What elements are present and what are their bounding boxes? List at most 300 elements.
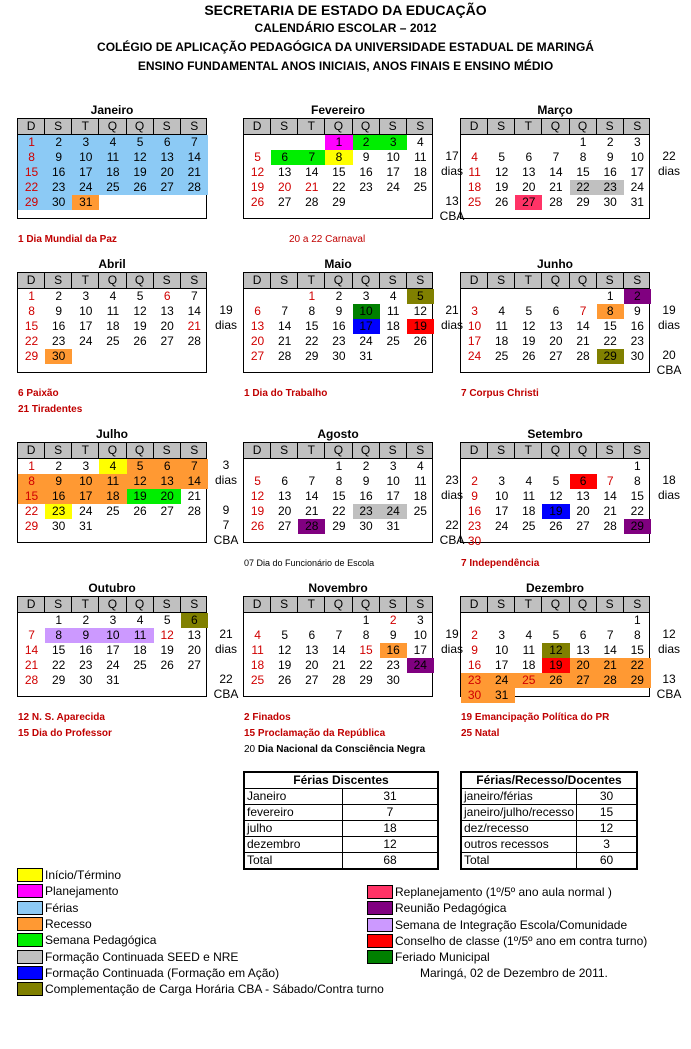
weekday-label: S [271, 119, 298, 134]
day-cell: 12 [549, 489, 563, 503]
day-cell: 25 [413, 180, 427, 194]
month-title: Novembro [308, 581, 368, 595]
week-row [244, 534, 432, 549]
weekday-label: D [18, 119, 45, 134]
weekday-label: D [461, 119, 488, 134]
day-cell: 26 [542, 673, 569, 688]
week-row [18, 165, 206, 180]
empty-cell [570, 459, 597, 474]
empty-cell [181, 688, 208, 703]
weekday-label: S [190, 273, 199, 287]
day-cell: 20 [570, 658, 597, 673]
weekday-label: D [18, 597, 45, 612]
week-row [18, 210, 206, 225]
day-cell: 29 [305, 349, 319, 363]
weekday-label: S [488, 597, 515, 612]
empty-cell [597, 688, 624, 703]
day-cell: 12 [250, 489, 265, 503]
day-cell: 11 [106, 304, 120, 318]
day-cell: 21 [603, 504, 617, 518]
school-days-note: dias [440, 642, 463, 656]
week-row [18, 643, 206, 658]
weekday-label: S [597, 597, 624, 612]
day-cell: 2 [55, 289, 63, 303]
school-days-note: CBA [439, 209, 465, 223]
day-cell: 19 [127, 165, 154, 180]
week-row [244, 643, 432, 658]
day-cell: 17 [386, 489, 400, 503]
empty-cell [154, 519, 181, 534]
empty-cell [407, 195, 434, 210]
week-row [18, 180, 206, 195]
day-cell: 4 [416, 135, 424, 149]
day-cell: 16 [630, 319, 644, 333]
weekday-label: T [298, 597, 325, 612]
weekday-label: T [515, 597, 542, 612]
day-cell: 2 [471, 628, 478, 642]
weekday-label: T [72, 597, 99, 612]
legend-item [17, 965, 279, 981]
day-cell: 12 [278, 643, 292, 657]
weekday-label: S [380, 119, 407, 134]
empty-cell [407, 364, 434, 379]
empty-cell [271, 688, 298, 703]
day-cell: 14 [305, 489, 319, 503]
empty-cell [154, 195, 181, 210]
day-cell: 21 [24, 658, 39, 672]
day-cell: 29 [24, 519, 39, 533]
holiday-nov-3 [244, 742, 425, 758]
empty-cell [380, 688, 407, 703]
weekday-label: Q [353, 597, 380, 612]
day-cell: 30 [332, 349, 346, 363]
table-row [461, 789, 637, 805]
week-row [244, 334, 432, 349]
legend-label: Semana de Integração Escola/Comunidade [395, 917, 628, 932]
empty-cell [154, 534, 181, 549]
empty-cell [407, 673, 434, 688]
day-cell: 8 [45, 628, 72, 643]
day-cell: 25 [106, 334, 120, 348]
empty-cell [597, 459, 624, 474]
month-julho [17, 427, 207, 543]
day-cell: 17 [467, 334, 482, 348]
day-cell: 11 [386, 304, 400, 318]
day-cell: 28 [597, 673, 624, 688]
weekday-header [461, 119, 649, 135]
empty-cell [488, 210, 515, 225]
day-cell: 18 [413, 165, 427, 179]
day-cell: 4 [389, 289, 397, 303]
legend-label: Complementação de Carga Horária CBA - Sábado/Contra turno [45, 982, 384, 997]
day-cell: 20 [278, 504, 292, 518]
month-title: Janeiro [90, 103, 134, 117]
month-fevereiro [243, 103, 433, 219]
day-cell: 10 [79, 304, 93, 318]
month-grid [243, 118, 433, 219]
day-cell: 22 [18, 180, 45, 195]
empty-cell [244, 688, 271, 703]
row-value: 30 [577, 789, 637, 805]
weekday-label: Q [542, 443, 569, 458]
day-cell: 9 [633, 304, 641, 318]
week-row [461, 613, 649, 628]
week-row [244, 165, 432, 180]
day-cell: 17 [72, 489, 99, 504]
empty-cell [461, 135, 488, 150]
day-cell: 23 [79, 658, 93, 672]
day-cell: 7 [28, 628, 35, 642]
week-row [461, 459, 649, 474]
day-cell: 25 [106, 504, 120, 518]
week-row [18, 334, 206, 349]
empty-cell [181, 364, 208, 379]
day-cell: 26 [127, 180, 154, 195]
ferias-discentes-table [243, 771, 439, 870]
empty-cell [72, 688, 99, 703]
day-cell: 2 [45, 135, 72, 150]
day-cell: 5 [127, 135, 154, 150]
empty-cell [18, 688, 45, 703]
empty-cell [271, 613, 298, 628]
day-cell: 26 [495, 195, 509, 209]
week-row [244, 613, 432, 628]
weekday-label: S [416, 443, 425, 457]
week-row [461, 165, 649, 180]
weekday-label: Q [325, 119, 352, 134]
empty-cell [181, 349, 208, 364]
day-cell: 1 [633, 613, 641, 627]
week-row [18, 459, 206, 474]
day-cell: 5 [498, 150, 506, 164]
empty-cell [181, 195, 208, 210]
row-label: Janeiro [244, 789, 343, 805]
day-cell: 14 [305, 165, 319, 179]
empty-cell [72, 210, 99, 225]
weekday-label: S [633, 597, 642, 611]
school-days-note: dias [657, 318, 680, 332]
day-cell: 14 [603, 643, 617, 657]
weekday-label: Q [99, 273, 126, 288]
weekday-label: Q [570, 119, 597, 134]
row-value: 12 [343, 837, 439, 853]
empty-cell [461, 459, 488, 474]
week-row [461, 195, 649, 210]
empty-cell [488, 534, 515, 549]
month-title: Abril [98, 257, 126, 271]
day-cell: 18 [99, 489, 126, 504]
day-cell: 28 [549, 195, 563, 209]
day-cell: 2 [606, 135, 614, 149]
week-row [461, 658, 649, 673]
day-cell: 10 [495, 489, 509, 503]
school-days-note: 13 [662, 672, 676, 686]
day-cell: 18 [133, 643, 147, 657]
day-cell: 26 [160, 658, 174, 672]
day-cell: 14 [187, 304, 201, 318]
day-cell: 18 [386, 319, 400, 333]
legend-swatch [17, 982, 43, 996]
empty-cell [271, 289, 298, 304]
row-label: fevereiro [244, 805, 343, 821]
empty-cell [461, 210, 488, 225]
week-row [18, 474, 206, 489]
empty-cell [298, 210, 325, 225]
day-cell: 9 [471, 643, 478, 657]
weekday-label: S [271, 273, 298, 288]
day-cell: 3 [362, 289, 370, 303]
day-cell: 5 [136, 289, 144, 303]
legend-item [367, 949, 490, 965]
weekday-label: Q [325, 273, 352, 288]
day-cell: 14 [24, 643, 39, 657]
weekday-header [461, 273, 649, 289]
holiday-set: 7 Independência [461, 558, 540, 569]
school-days-note: 21 [219, 627, 233, 641]
row-label: julho [244, 821, 343, 837]
week-row [18, 504, 206, 519]
empty-cell [127, 210, 154, 225]
weekday-header [18, 273, 206, 289]
day-cell: 23 [386, 658, 400, 672]
day-cell: 4 [99, 135, 126, 150]
week-row [18, 673, 206, 688]
empty-cell [488, 289, 515, 304]
week-row [244, 504, 432, 519]
weekday-label: T [298, 119, 325, 134]
day-cell: 19 [542, 658, 569, 673]
legend-swatch [17, 917, 43, 931]
header-line-4: ENSINO FUNDAMENTAL ANOS INICIAIS, ANOS FINAIS E ENSINO MÉDIO [137, 59, 554, 73]
day-cell: 17 [630, 165, 644, 179]
day-cell: 13 [549, 319, 563, 333]
day-cell: 7 [281, 304, 289, 318]
day-cell: 23 [630, 334, 644, 348]
day-cell: 4 [498, 304, 506, 318]
table-row [461, 837, 637, 853]
weekday-header [244, 443, 432, 459]
holiday-nov-3-text: Dia Nacional da Consciência Negra [255, 744, 426, 755]
day-cell: 13 [576, 489, 590, 503]
day-cell: 27 [278, 519, 292, 533]
day-cell: 9 [606, 150, 614, 164]
day-cell: 9 [362, 150, 370, 164]
day-cell: 15 [332, 489, 346, 503]
week-row [244, 210, 432, 225]
empty-cell [542, 613, 569, 628]
day-cell: 18 [522, 658, 536, 672]
week-row [18, 304, 206, 319]
day-cell: 8 [633, 474, 641, 488]
day-cell: 1 [362, 613, 370, 627]
day-cell: 29 [624, 673, 651, 688]
day-cell: 24 [467, 349, 482, 363]
weekday-header [244, 597, 432, 613]
legend-swatch [17, 868, 43, 882]
legend-label: Conselho de classe (1º/5º ano em contra turno) [395, 933, 648, 948]
day-cell: 13 [154, 474, 181, 489]
week-row [244, 658, 432, 673]
day-cell: 4 [416, 459, 424, 473]
empty-cell [127, 519, 154, 534]
day-cell: 13 [522, 165, 536, 179]
day-cell: 31 [106, 673, 120, 687]
day-cell: 22 [630, 504, 644, 518]
empty-cell [353, 534, 380, 549]
empty-cell [45, 364, 72, 379]
empty-cell [380, 349, 407, 364]
month-junho [460, 257, 650, 373]
day-cell: 23 [353, 504, 380, 519]
row-value: 60 [577, 853, 637, 870]
day-cell: 23 [45, 504, 72, 519]
week-row [461, 289, 649, 304]
empty-cell [542, 534, 569, 549]
day-cell: 18 [495, 334, 509, 348]
weekday-label: Q [325, 597, 352, 612]
day-cell: 25 [413, 504, 427, 518]
day-cell: 10 [413, 628, 427, 642]
day-cell: 11 [522, 489, 536, 503]
weekday-label: D [461, 443, 488, 458]
day-cell: 14 [603, 489, 617, 503]
day-cell: 31 [386, 519, 400, 533]
week-row [18, 534, 206, 549]
weekday-label: S [597, 119, 624, 134]
day-cell: 6 [525, 150, 533, 164]
weekday-label: S [154, 273, 181, 288]
day-cell: 31 [79, 519, 93, 533]
day-cell: 7 [181, 135, 208, 150]
weekday-label: Q [99, 597, 126, 612]
week-row [461, 474, 649, 489]
week-row [244, 459, 432, 474]
row-label: outros recessos [461, 837, 577, 853]
day-cell: 27 [305, 673, 319, 687]
day-cell: 4 [254, 628, 261, 642]
holiday-nov-3-day: 20 [244, 744, 256, 755]
month-grid [17, 118, 207, 219]
day-cell: 20 [305, 658, 319, 672]
day-cell: 10 [99, 628, 126, 643]
day-cell: 18 [250, 658, 265, 672]
table-row [461, 805, 637, 821]
day-cell: 24 [495, 519, 509, 533]
month-grid [460, 442, 650, 548]
day-cell: 3 [498, 628, 506, 642]
week-row [461, 180, 649, 195]
day-cell: 12 [522, 319, 536, 333]
weekday-label: D [244, 443, 271, 458]
day-cell: 5 [254, 150, 261, 164]
day-cell: 31 [72, 195, 99, 210]
day-cell: 16 [45, 489, 72, 504]
week-row [18, 628, 206, 643]
empty-cell [99, 688, 126, 703]
weekday-label: S [271, 443, 298, 458]
day-cell: 10 [467, 319, 482, 333]
day-cell: 22 [332, 180, 346, 194]
day-cell: 8 [325, 150, 352, 165]
empty-cell [407, 210, 434, 225]
day-cell: 10 [353, 304, 380, 319]
week-row [461, 673, 649, 688]
day-cell: 21 [187, 489, 201, 503]
row-value: 12 [577, 821, 637, 837]
day-cell: 30 [461, 688, 488, 703]
day-cell: 8 [579, 150, 587, 164]
day-cell: 3 [416, 613, 424, 627]
day-cell: 1 [335, 459, 343, 473]
day-cell: 27 [154, 180, 181, 195]
weekday-label: S [488, 443, 515, 458]
weekday-label: S [380, 273, 407, 288]
weekday-label: S [380, 597, 407, 612]
day-cell: 29 [24, 349, 39, 363]
day-cell: 9 [45, 150, 72, 165]
day-cell: 25 [250, 673, 265, 687]
empty-cell [244, 210, 271, 225]
day-cell: 27 [515, 195, 542, 210]
week-row [18, 150, 206, 165]
school-days-note: 22 [219, 672, 233, 686]
week-row [461, 319, 649, 334]
week-row [461, 210, 649, 225]
day-cell: 24 [79, 504, 93, 518]
day-cell: 12 [250, 165, 265, 179]
school-days-note: dias [214, 642, 237, 656]
day-cell: 22 [52, 658, 66, 672]
table-row [244, 837, 438, 853]
day-cell: 14 [332, 643, 346, 657]
day-cell: 26 [522, 349, 536, 363]
day-cell: 29 [18, 195, 45, 210]
day-cell: 22 [570, 180, 597, 195]
ferias-discentes-title: Férias Discentes [244, 772, 438, 789]
weekday-label: T [515, 273, 542, 288]
empty-cell [127, 673, 154, 688]
day-cell: 6 [154, 459, 181, 474]
weekday-header [18, 597, 206, 613]
empty-cell [99, 210, 126, 225]
school-days-note: 18 [662, 473, 676, 487]
day-cell: 21 [187, 319, 201, 333]
day-cell: 17 [413, 643, 427, 657]
week-row [244, 489, 432, 504]
empty-cell [244, 459, 271, 474]
footer-date: Maringá, 02 de Dezembro de 2011. [420, 966, 608, 980]
day-cell: 29 [576, 195, 590, 209]
day-cell: 28 [305, 195, 319, 209]
day-cell: 13 [278, 165, 292, 179]
empty-cell [325, 688, 352, 703]
holiday-jun: 7 Corpus Christi [461, 388, 539, 399]
school-days-note: dias [214, 318, 237, 332]
empty-cell [99, 349, 126, 364]
empty-cell [154, 349, 181, 364]
day-cell: 6 [254, 304, 261, 318]
legend-swatch [367, 885, 393, 899]
day-cell: 1 [325, 135, 352, 150]
day-cell: 20 [154, 165, 181, 180]
school-days-note: 22 [662, 149, 676, 163]
weekday-label: T [72, 119, 99, 134]
empty-cell [45, 688, 72, 703]
legend-swatch [17, 884, 43, 898]
day-cell: 30 [79, 673, 93, 687]
empty-cell [624, 210, 651, 225]
empty-cell [353, 364, 380, 379]
